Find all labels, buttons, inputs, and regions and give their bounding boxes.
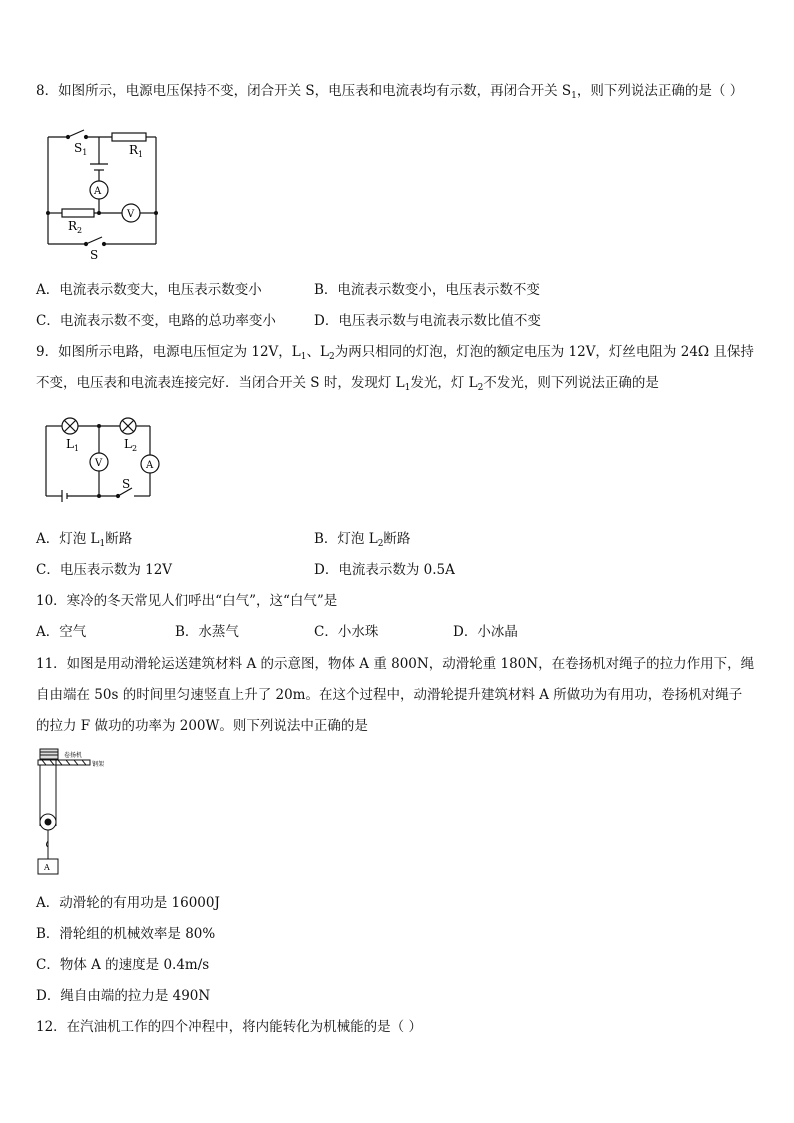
q10-option-c[interactable]: C．小水珠	[314, 624, 379, 640]
svg-text:A: A	[94, 186, 102, 197]
q8-option-a[interactable]: A．电流表示数变大，电压表示数变小	[36, 282, 262, 298]
q11-stem-line2: 自由端在 50s 的时间里匀速竖直上升了 20m。在这个过程中，动滑轮提升建筑材料 A 所做功为有用功，卷扬机对绳子	[36, 687, 743, 703]
q8-option-c[interactable]: C．电流表示数不变，电路的总功率变小	[36, 313, 276, 329]
q9-option-d[interactable]: D．电流表示数为 0.5A	[314, 562, 455, 578]
svg-text:L2: $L_2$	[124, 437, 138, 453]
svg-text:A: A	[146, 460, 154, 471]
q10-stem: 10．寒冷的冬天常见人们呼出“白气”，这“白气”是	[36, 593, 338, 609]
svg-text:卷扬机: 卷扬机	[64, 752, 83, 759]
q9-stem-line1: 9．如图所示电路，电源电压恒定为 12V，$L_1$、$L_2$为两只相同的灯泡，灯泡的额定电压为 12V，灯丝电阻为 24Ω 且保持	[36, 344, 754, 362]
q12-stem: 12．在汽油机工作的四个冲程中，将内能转化为机械能的是（ ）	[36, 1019, 422, 1035]
svg-text:L1: $L_1$	[66, 437, 80, 453]
q10-option-b[interactable]: B．水蒸气	[175, 624, 239, 640]
svg-text:V: V	[127, 209, 135, 220]
svg-text:S: S	[90, 248, 99, 262]
q10-option-d[interactable]: D．小冰晶	[453, 624, 518, 640]
q11-option-a[interactable]: A．动滑轮的有用功是 16000J	[36, 895, 220, 911]
svg-text:S: S	[122, 477, 131, 491]
q9-stem-line2: 不变，电压表和电流表连接完好．当闭合开关 S 时，发现灯 $L_1$发光，灯 $L_2$不发光，则下列说法正确的是	[36, 375, 659, 393]
q11-option-d[interactable]: D．绳自由端的拉力是 490N	[36, 988, 211, 1004]
q8-option-b[interactable]: B．电流表示数变小，电压表示数不变	[314, 282, 540, 298]
q9-option-a[interactable]: A．灯泡 $L_1$断路	[36, 531, 133, 549]
q8-option-d[interactable]: D．电压表示数与电流表示数比值不变	[314, 313, 541, 329]
q11-option-c[interactable]: C．物体 A 的速度是 0.4m/s	[36, 957, 210, 973]
q8-circuit-diagram	[40, 124, 170, 264]
q11-pulley-diagram	[34, 746, 134, 876]
q11-stem-line1: 11．如图是用动滑轮运送建筑材料 A 的示意图，物体 A 重 800N，动滑轮重 180N，在卷扬机对绳子的拉力作用下，绳	[36, 656, 755, 672]
svg-text:V: V	[95, 458, 103, 469]
svg-text:S1: $S_1$	[74, 141, 88, 157]
q9-circuit-diagram	[40, 410, 170, 505]
q10-option-a[interactable]: A．空气	[36, 624, 87, 640]
svg-text:R1: $R_1$	[129, 143, 144, 159]
q9-option-c[interactable]: C．电压表示数为 12V	[36, 562, 173, 578]
svg-text:钢架: 钢架	[92, 761, 105, 768]
svg-text:R2: $R_2$	[68, 219, 83, 235]
q8-stem: 8．如图所示，电源电压保持不变，闭合开关 S，电压表和电流表均有示数，再闭合开关 $S_1$，则下列说法正确的是（ ）	[36, 83, 744, 101]
q9-option-b[interactable]: B．灯泡 $L_2$断路	[314, 531, 411, 549]
svg-text:A: A	[44, 863, 50, 872]
q11-option-b[interactable]: B．滑轮组的机械效率是 80%	[36, 926, 216, 942]
q11-stem-line3: 的拉力 F 做功的功率为 200W。则下列说法中正确的是	[36, 718, 368, 734]
